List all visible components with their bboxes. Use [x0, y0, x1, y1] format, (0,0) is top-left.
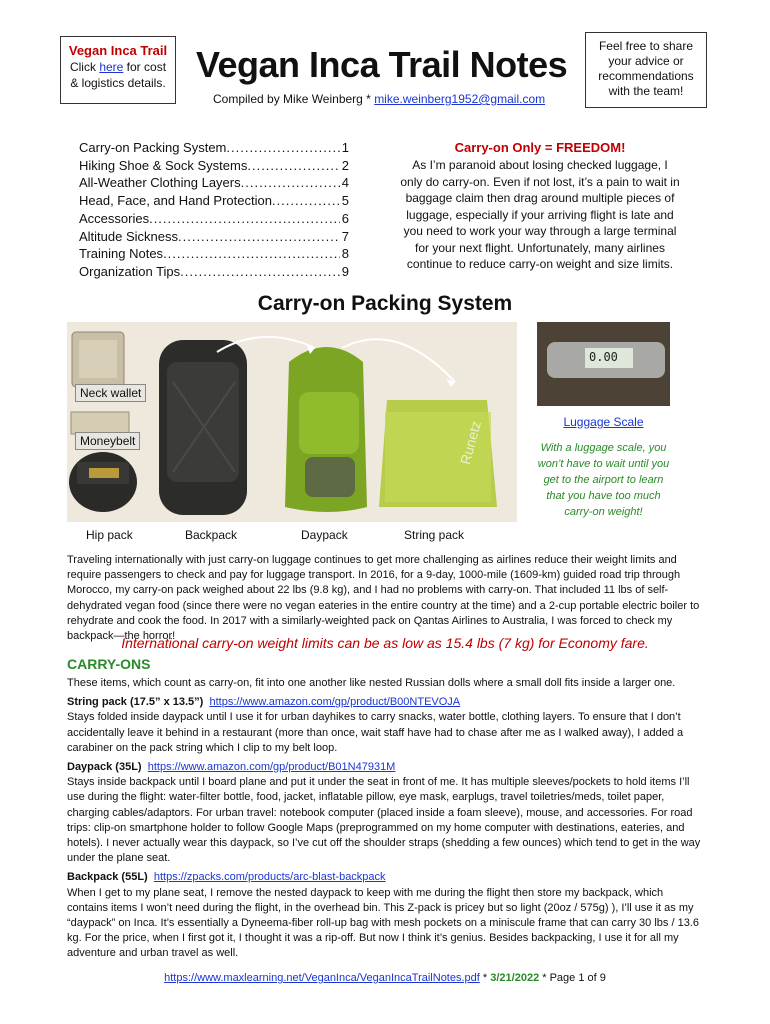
- item-title: String pack (17.5” x 13.5”): [67, 696, 204, 709]
- toc-entry[interactable]: [79, 263, 349, 281]
- toc-leader: [241, 174, 340, 192]
- toc-label: Accessories: [79, 210, 150, 226]
- page-footer: [0, 972, 770, 984]
- page-title: Vegan Inca Trail Notes: [196, 44, 568, 85]
- toc-label: Carry-on Packing System: [79, 140, 227, 155]
- toc-label: Organization Tips: [79, 263, 181, 279]
- toc-leader: [163, 245, 340, 263]
- toc-label: All-Weather Clothing Layers: [79, 175, 241, 191]
- toc-page-number: 9: [341, 263, 349, 279]
- packs-illustration: [67, 322, 517, 522]
- toc-page-number: 1: [341, 140, 349, 155]
- carry-ons-heading: CARRY-ONS: [67, 656, 151, 672]
- footer-page: Page 1 of 9: [549, 972, 606, 984]
- footer-url-link[interactable]: https://www.maxlearning.net/VeganInca/VeganIncaTrailNotes.pdf: [164, 972, 480, 984]
- toc-entry[interactable]: [79, 210, 349, 228]
- toc-entry[interactable]: [79, 139, 349, 157]
- carry-ons-section: [67, 676, 707, 962]
- freedom-heading: Carry-on Only = FREEDOM!: [454, 140, 626, 155]
- international-weight-note: International carry-on weight limits can be as low as 15.4 lbs (7 kg) for Economy fare.: [121, 635, 649, 651]
- toc-page-number: 4: [341, 175, 349, 191]
- item-text: Stays folded inside daypack until I use it for urban dayhikes to carry snacks, water bottle, clothing layers. To ensure that I don’t accidentally leave it behind in a restaurant (more than once, wait staff have had to chase after me as I walked away), I added a carabiner on the pack string which I clip to my belt loop.: [67, 711, 684, 754]
- box-line2: & logistics details.: [70, 76, 166, 90]
- carry-ons-intro: These items, which count as carry-on, fit into one another like nested Russian dolls where a small doll fits inside a larger one.: [67, 677, 676, 689]
- compiled-by: [213, 92, 545, 106]
- footer-date: 3/21/2022: [490, 972, 540, 984]
- compiled-prefix: Compiled by Mike Weinberg *: [213, 92, 375, 106]
- toc-label: Hiking Shoe & Sock Systems: [79, 157, 248, 173]
- box-post-text: for cost: [123, 60, 167, 74]
- carry-on-item: [67, 870, 707, 961]
- toc-leader: [272, 192, 340, 210]
- footer-sep: *: [539, 972, 550, 984]
- carry-on-freedom-callout: [400, 139, 680, 273]
- toc-page-number: 5: [341, 193, 349, 209]
- toc-entry[interactable]: [79, 228, 349, 246]
- luggage-scale-illustration: [537, 322, 670, 406]
- caption-daypack: Daypack: [301, 528, 348, 542]
- feedback-box: Feel free to share your advice or recommendations with the team!: [585, 32, 707, 108]
- string-pack-brand-label: Runetz: [457, 419, 484, 467]
- item-text: When I get to my plane seat, I remove the nested daypack to keep with me during the flight then store my backpack, which contains items I won’t need during the flight, in the overhead bin. This Z-pack is pricey but so light (20oz / 575g) ), I’ll use it as my “daypack” on Inca. It’s essentially a Dyneema-fiber roll-up bag with mesh pockets on a miniscule frame that can carry 30 lbs / 13.6 kg. For the price, when I first got it, I thought it was a rip-off. But now I think it’s genius. Besides backpacking, I use it for all my adventure and urban travel as well.: [67, 886, 699, 960]
- toc-leader: [180, 263, 340, 281]
- freedom-body: As I’m paranoid about losing checked luggage, I only do carry-on. Even if not lost, it’s a pain to wait in baggage claim then drag around multiple pieces of luggage, especially if your arriving flight is late and you need to work your way through a large terminal for your next flight. Unfortunately, many airlines continue to reduce carry-on weight and size limits.: [400, 158, 680, 271]
- cost-logistics-box: [60, 36, 176, 104]
- email-link[interactable]: mike.weinberg1952@gmail.com: [374, 92, 546, 106]
- item-title: Daypack (35L): [67, 761, 142, 774]
- toc-leader: [149, 210, 340, 228]
- item-link[interactable]: https://www.amazon.com/gp/product/B00NTEVOJA: [209, 696, 461, 709]
- luggage-scale-photo: [537, 322, 670, 406]
- scale-readout: 0.00: [589, 350, 618, 364]
- intro-paragraph: Traveling internationally with just carry-on luggage continues to get more challenging as airlines reduce their weight limits and require passengers to check and pay for luggage transport. In 2016, for a 9-day, 1000-mile (1609-km) guided road trip through Morocco, my carry-on pack weighed about 22 lbs (9.8 kg), and I had no problems with carry-on. That included 11 lbs of self-dehydrated vegan food (since there were no vegan eateries in the entire country at the time) and a 2-cup portable electric boiler to rehydrate and cook the food. In 2017 with a similarly-weighted pack on Qantas Airlines to Australia, I was forced to check my backpack—the horror!: [67, 554, 700, 643]
- section-title: Carry-on Packing System: [257, 292, 513, 315]
- toc-page-number: 2: [341, 157, 349, 173]
- caption-string-pack: String pack: [404, 528, 465, 542]
- footer-sep: *: [479, 972, 491, 984]
- toc-entry[interactable]: [79, 157, 349, 175]
- toc-entry[interactable]: [79, 245, 349, 263]
- toc-page-number: 6: [341, 210, 349, 226]
- caption-hip-pack: Hip pack: [86, 528, 133, 542]
- toc-leader: [226, 139, 339, 157]
- box-title: Vegan Inca Trail: [68, 43, 168, 58]
- carry-on-item: [67, 695, 707, 756]
- luggage-scale-note: With a luggage scale, you won’t have to wait until you get to the airport to learn that you have too much carry-on weight!: [537, 442, 670, 518]
- toc-entry[interactable]: [79, 192, 349, 210]
- moneybelt-label: Moneybelt: [75, 432, 140, 450]
- item-link[interactable]: https://zpacks.com/products/arc-blast-backpack: [153, 871, 386, 884]
- item-text: Stays inside backpack until I board plane and put it under the seat in front of me. It has multiple sleeves/pockets to hold items I’ll use during the flight: water-filter bottle, food, jacket, inflatable pillow, eye mask, earplugs, travel toiletries/meds, toilet paper, charging cables/adaptors. For urban travel: notebook computer (placed inside a foam sleeve), mouse, and accessories. For road trips: clip-on smartphone holder to follow Google Maps (preprogrammed on my home computer with destinations, eateries, and hotels). I never actually wear this daypack, so I’ve cut off the shoulder straps (shedding a few ounces) which tend to get in the way under the plane seat.: [67, 776, 701, 865]
- here-link[interactable]: here: [99, 60, 124, 74]
- toc-label: Training Notes: [79, 246, 164, 262]
- toc-page-number: 8: [341, 246, 349, 262]
- toc-leader: [247, 157, 339, 175]
- carry-on-item: [67, 760, 707, 866]
- box-pre-text: Click: [69, 60, 100, 74]
- toc-entry[interactable]: [79, 174, 349, 192]
- toc-label: Head, Face, and Hand Protection: [79, 193, 272, 209]
- packs-photo: [67, 322, 517, 522]
- item-title: Backpack (55L): [67, 871, 148, 884]
- table-of-contents: [79, 139, 349, 281]
- toc-page-number: 7: [341, 228, 349, 244]
- neck-wallet-label: Neck wallet: [75, 384, 146, 402]
- item-link[interactable]: https://www.amazon.com/gp/product/B01N47931M: [147, 761, 396, 774]
- caption-backpack: Backpack: [185, 528, 238, 542]
- toc-leader: [178, 228, 340, 246]
- luggage-scale-link[interactable]: Luggage Scale: [563, 415, 644, 429]
- toc-label: Altitude Sickness: [79, 228, 178, 244]
